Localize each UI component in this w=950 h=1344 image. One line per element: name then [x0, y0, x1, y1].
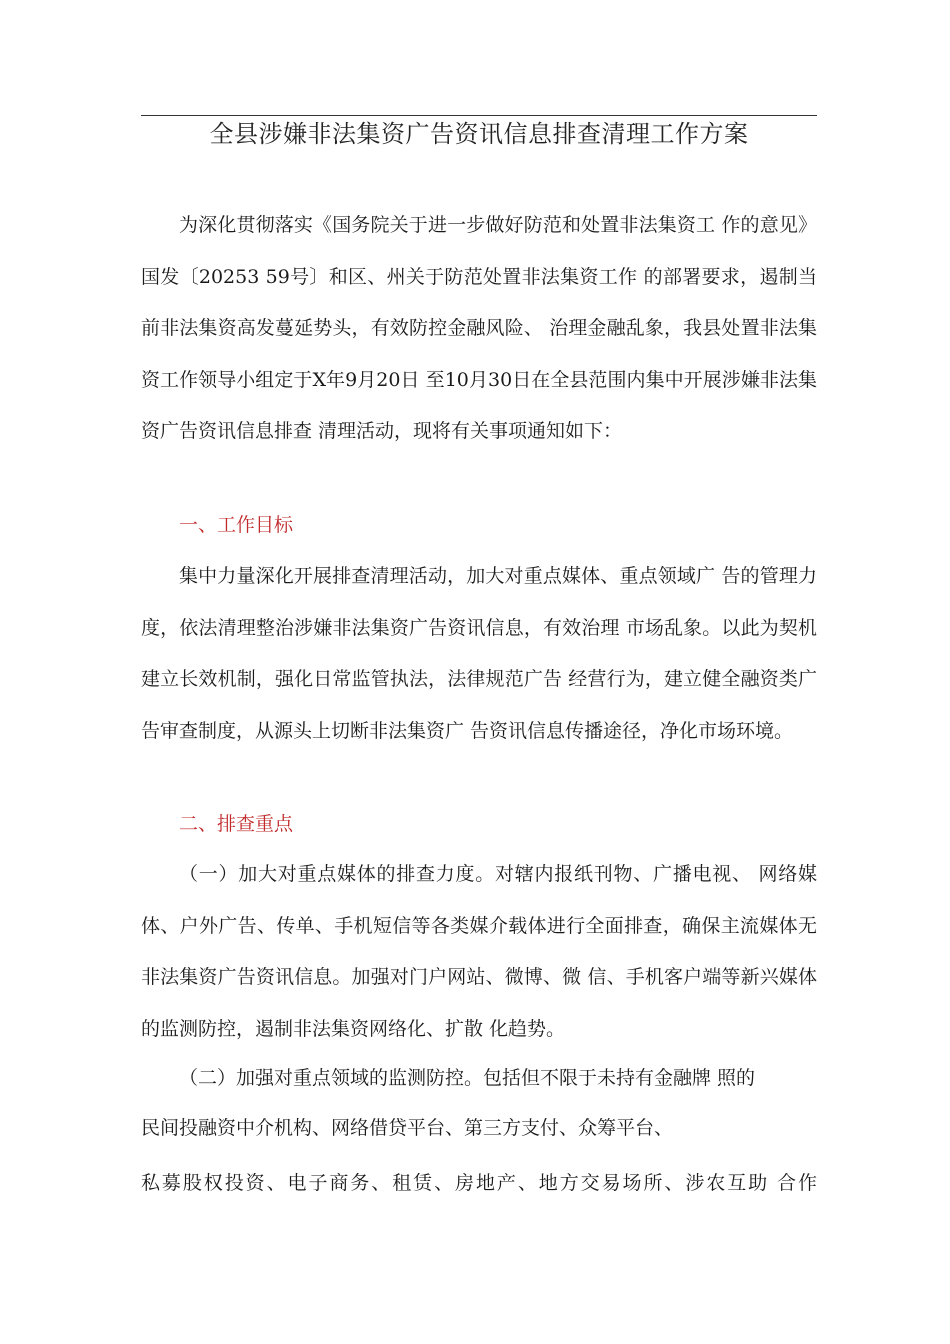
header-rule	[141, 115, 817, 116]
focus-item-1: （一）加大对重点媒体的排查力度。对辖内报纸刊物、广播电视、 网络媒体、户外广告、传单、手机短信等各类媒介载体进行全面排查，确保主流媒体无非法集资广告资讯信息。加强对门户网站、微博、微 信、手机客户端等新兴媒体的监测防控，遏制非法集资网络化、扩散 化趋势。	[141, 863, 817, 1040]
focus-item-2-line-2: 民间投融资中介机构、网络借贷平台、第三方支付、众筹平台、	[141, 1117, 674, 1139]
focus-item-2-line-1: （二）加强对重点领域的监测防控。包括但不限于未持有金融牌 照的	[179, 1067, 756, 1089]
focus-item-2-line-3: 私募股权投资、电子商务、租赁、房地产、地方交易场所、涉农互助 合作	[141, 1172, 817, 1194]
section-heading-goals: 一、工作目标	[179, 514, 294, 536]
intro-paragraph: 为深化贯彻落实《国务院关于进一步做好防范和处置非法集资工 作的意见》国发〔20253 59号〕和区、州关于防范处置非法集资工作 的部署要求，遏制当前非法集资高发蔓延势头，有效防控金融风险、 治理金融乱象，我县处置非法集资工作领导小组定于X年9月20日 至10月30日在全县范围内集中开展涉嫌非法集资广告资讯信息排查 清理活动，现将有关事项通知如下：	[141, 214, 817, 442]
goals-paragraph: 集中力量深化开展排查清理活动，加大对重点媒体、重点领域广 告的管理力度，依法清理整治涉嫌非法集资广告资讯信息，有效治理 市场乱象。以此为契机建立长效机制，强化日常监管执法，法律规范广告 经营行为，建立健全融资类广告审查制度，从源头上切断非法集资广 告资讯信息传播途径，净化市场环境。	[141, 565, 817, 742]
document-title: 全县涉嫌非法集资广告资讯信息排查清理工作方案	[209, 120, 749, 148]
section-heading-focus: 二、排查重点	[179, 813, 294, 835]
